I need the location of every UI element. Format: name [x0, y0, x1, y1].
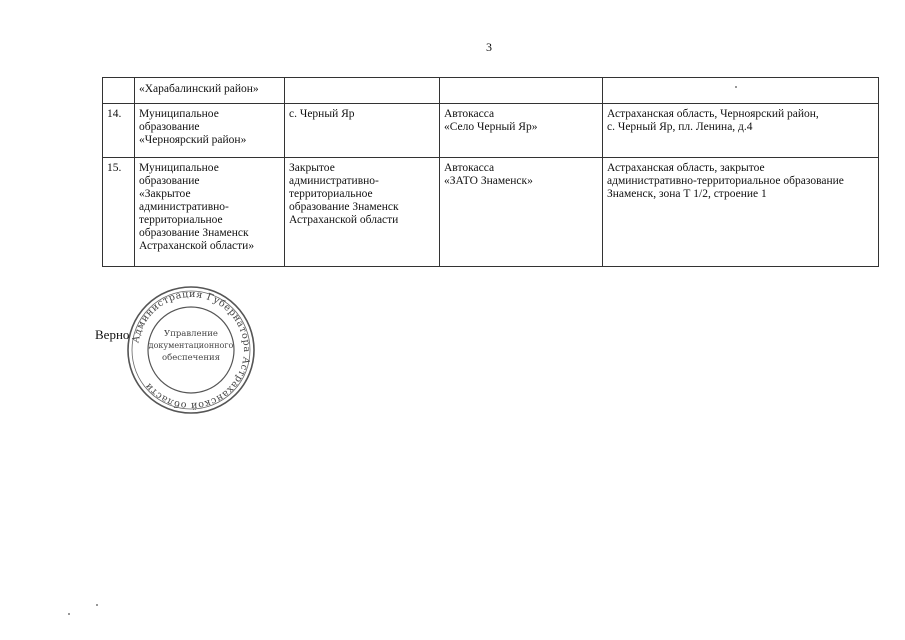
municipality-cell: «Харабалинский район»	[135, 78, 285, 104]
settlement-cell: с. Черный Яр	[285, 104, 440, 158]
ticket-office-cell	[440, 78, 603, 104]
row-number-cell: 15.	[103, 158, 135, 267]
address-cell: Астраханская область, закрытое административно-территориальное образование Знаменск, зона Т 1/2, строение 1	[603, 158, 879, 267]
row-number-cell	[103, 78, 135, 104]
ticket-office-cell: Автокасса «Село Черный Яр»	[440, 104, 603, 158]
municipality-cell: Муниципальное образование «Закрытое административно- территориальное образование Знаменск Астраханской области»	[135, 158, 285, 267]
seal-inner-line: обеспечения	[161, 353, 221, 363]
page-number: 3	[486, 40, 492, 54]
address-cell	[603, 78, 879, 104]
address-cell: Астраханская область, Черноярский район, с. Черный Яр, пл. Ленина, д.4	[603, 104, 879, 158]
settlement-cell	[285, 78, 440, 104]
stations-table	[102, 77, 879, 267]
seal-inner-line: документационного	[148, 341, 234, 350]
table-row	[103, 78, 879, 104]
municipality-cell: Муниципальное образование «Черноярский район»	[135, 104, 285, 158]
table-row	[103, 104, 879, 158]
seal-inner-line: Управление	[164, 329, 218, 339]
official-seal	[126, 285, 256, 415]
certification-label: Верно	[95, 327, 130, 342]
table-row	[103, 158, 879, 267]
settlement-cell: Закрытое административно- территориальное образование Знаменск Астраханской области	[285, 158, 440, 267]
scan-speck	[735, 86, 737, 88]
scan-speck	[68, 613, 70, 615]
seal-outer-text: Администрация Губернатора Астраханской области	[130, 288, 253, 412]
scan-speck	[96, 604, 98, 606]
row-number-cell: 14.	[103, 104, 135, 158]
ticket-office-cell: Автокасса «ЗАТО Знаменск»	[440, 158, 603, 267]
